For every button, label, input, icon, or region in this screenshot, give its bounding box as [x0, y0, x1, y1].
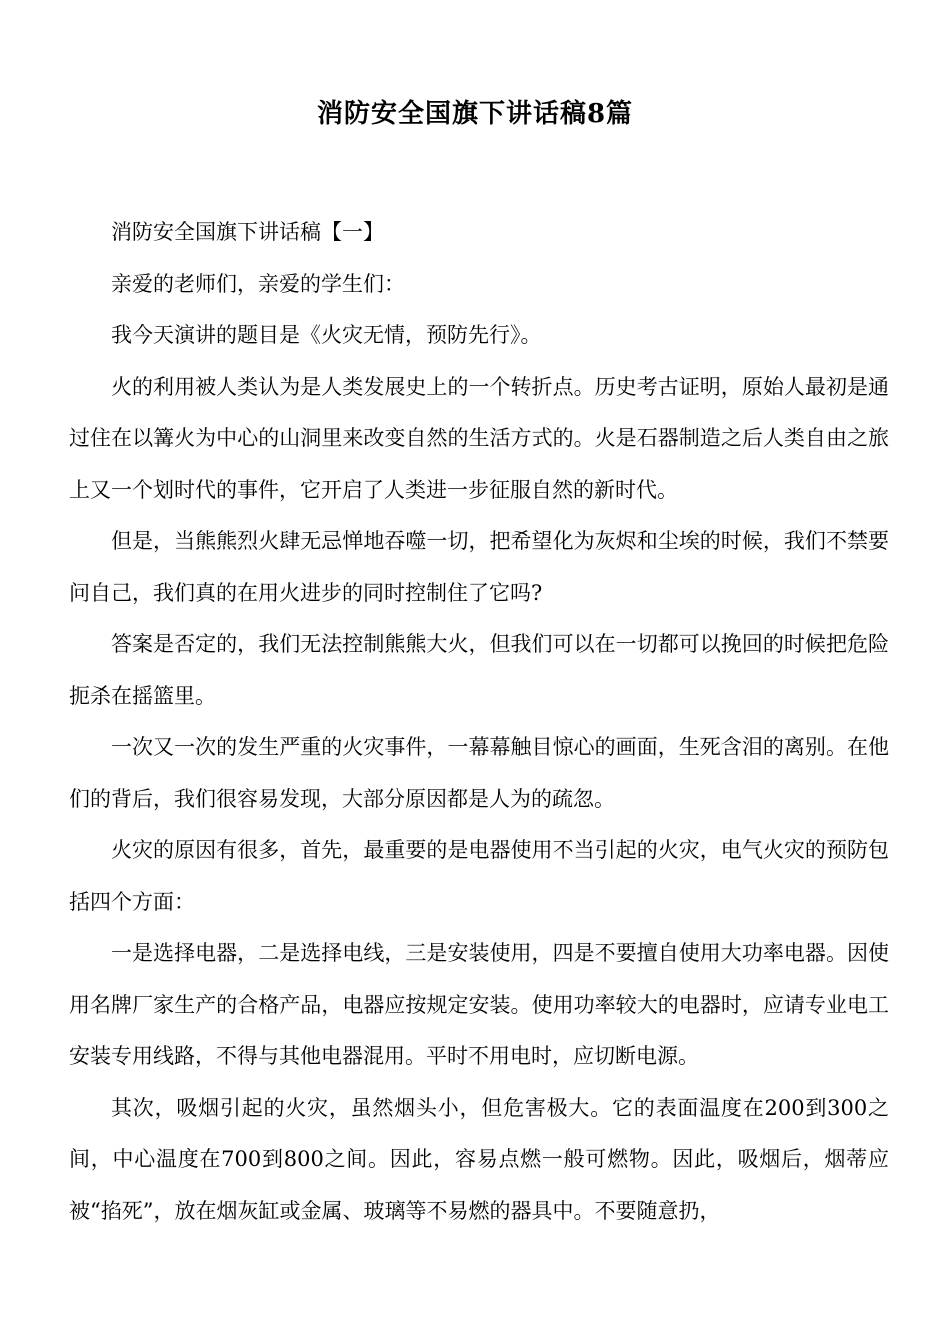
paragraph: 一是选择电器，二是选择电线，三是安装使用，四是不要擅自使用大功率电器。因使用名牌厂家生产的合格产品，电器应按规定安装。使用功率较大的电器时，应请专业电工安装专用线路，不得与其他电器混用。平时不用电时，应切断电源。	[69, 941, 889, 1068]
paragraph: 一次又一次的发生严重的火灾事件，一幕幕触目惊心的画面，生死含泪的离别。在他们的背后，我们很容易发现，大部分原因都是人为的疏忽。	[69, 735, 889, 811]
paragraph: 其次，吸烟引起的火灾，虽然烟头小，但危害极大。它的表面温度在200到300之间，中心温度在700到800之间。因此，容易点燃一般可燃物。因此，吸烟后，烟蒂应被“掐死”，放在烟灰缸或金属、玻璃等不易燃的器具中。不要随意扔，	[69, 1095, 889, 1223]
paragraph: 答案是否定的，我们无法控制熊熊大火，但我们可以在一切都可以挽回的时候把危险扼杀在摇篮里。	[69, 632, 889, 708]
paragraph: 火的利用被人类认为是人类发展史上的一个转折点。历史考古证明，原始人最初是通过住在以篝火为中心的山洞里来改变自然的生活方式的。火是石器制造之后人类自由之旅上又一个划时代的事件，它开启了人类进一步征服自然的新时代。	[69, 374, 889, 502]
paragraph: 但是，当熊熊烈火肆无忌惮地吞噬一切，把希望化为灰烬和尘埃的时候，我们不禁要问自己，我们真的在用火进步的同时控制住了它吗?	[69, 529, 889, 605]
paragraph: 我今天演讲的题目是《火灾无情，预防先行》。	[111, 323, 542, 347]
salutation: 亲爱的老师们，亲爱的学生们：	[111, 271, 405, 296]
paragraph: 火灾的原因有很多，首先，最重要的是电器使用不当引起的火灾，电气火灾的预防包括四个方面：	[69, 838, 889, 914]
section-heading: 消防安全国旗下讲话稿【一】	[111, 220, 384, 244]
document-body	[69, 207, 889, 1237]
document-title: 消防安全国旗下讲话稿8篇	[316, 99, 634, 129]
